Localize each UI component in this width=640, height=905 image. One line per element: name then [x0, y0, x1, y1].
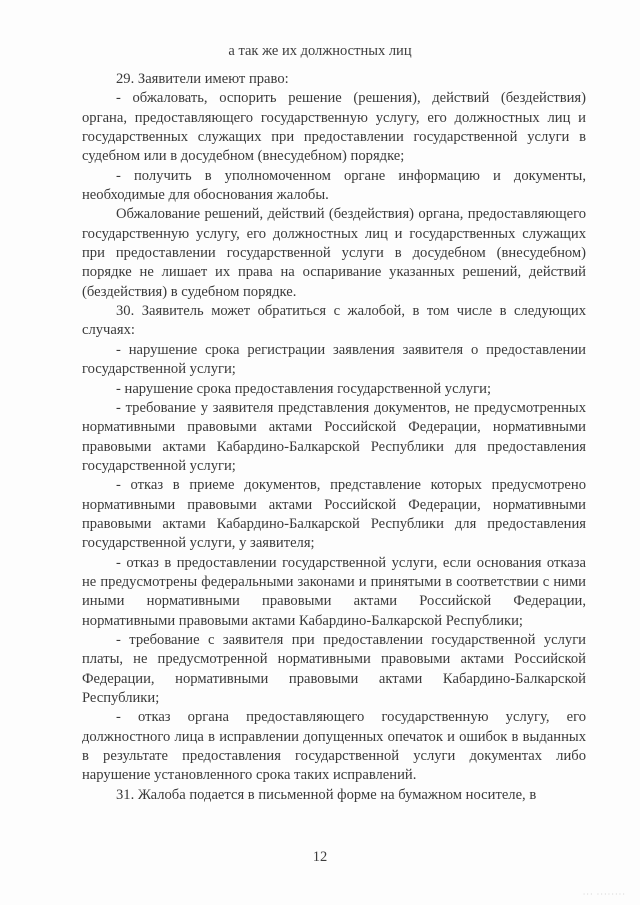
- page-number: 12: [312, 849, 328, 865]
- continued-heading: а так же их должностных лиц: [228, 43, 412, 59]
- paragraph-29-item-information: - получить в уполномоченном органе информацию и документы, необходимые для обоснования жалобы.: [82, 167, 586, 204]
- paragraph-30-item-refusal-service: - отказ в предоставлении государственной услуги, если основания отказа не предусмотрены федеральными законами и принятыми в соответствии с ними иными нормативными правовыми актами Российской Федерации, нормативными правовыми актами Кабардино-Балкарской Республики;: [82, 554, 586, 629]
- paragraph-30-item-service-term: - нарушение срока предоставления государственной услуги;: [116, 380, 492, 397]
- paragraph-30-item-fee: - требование с заявителя при предоставлении государственной услуги платы, не предусмотренной нормативными правовыми актами Российской Федерации, нормативными правовыми актами Кабардино-Балкарской Республики;: [82, 631, 586, 706]
- document-body: [82, 70, 586, 805]
- paragraph-29-intro: 29. Заявители имеют право:: [116, 71, 289, 87]
- paragraph-30-item-registration-term: - нарушение срока регистрации заявления заявителя о предоставлении государственной услуги;: [82, 341, 586, 378]
- scan-artifact-mark: ··· ········: [582, 890, 626, 899]
- paragraph-appeal-note: Обжалование решений, действий (бездействия) органа, предоставляющего государственную услугу, его должностных лиц и государственных служащих при предоставлении государственной услуги в досудебном (внесудебном) порядке не лишает их права на оспаривание указанных решений, действий (бездействия) в судебном порядке.: [82, 206, 586, 300]
- paragraph-30-item-refusal-acceptance: - отказ в приеме документов, представление которых предусмотрено нормативными правовыми актами Российской Федерации, нормативными правовыми актами Кабардино-Балкарской Республики для предоставления государственной услуги, у заявителя;: [82, 477, 586, 552]
- paragraph-29-item-appeal: - обжаловать, оспорить решение (решения), действий (бездействия) органа, предоставляющего государственную услугу, его должностных лиц и государственных служащих при предоставлении государственной услуги в судебном или в досудебном (внесудебном) порядке;: [82, 90, 586, 165]
- paragraph-30-intro: 30. Заявитель может обратиться с жалобой, в том числе в следующих случаях:: [82, 303, 586, 339]
- paragraph-30-item-corrections: - отказ органа предоставляющего государственную услугу, его должностного лица в исправлении допущенных опечаток и ошибок в выданных в результате предоставления государственной услуги документах либо нарушение установленного срока таких исправлений.: [82, 709, 586, 784]
- paragraph-31-start: 31. Жалоба подается в письменной форме на бумажном носителе, в: [116, 786, 537, 803]
- paragraph-30-item-extra-documents: - требование у заявителя представления документов, не предусмотренных нормативными правовыми актами Российской Федерации, нормативными правовыми актами Кабардино-Балкарской Республики для предоставления государственной услуги;: [82, 399, 586, 474]
